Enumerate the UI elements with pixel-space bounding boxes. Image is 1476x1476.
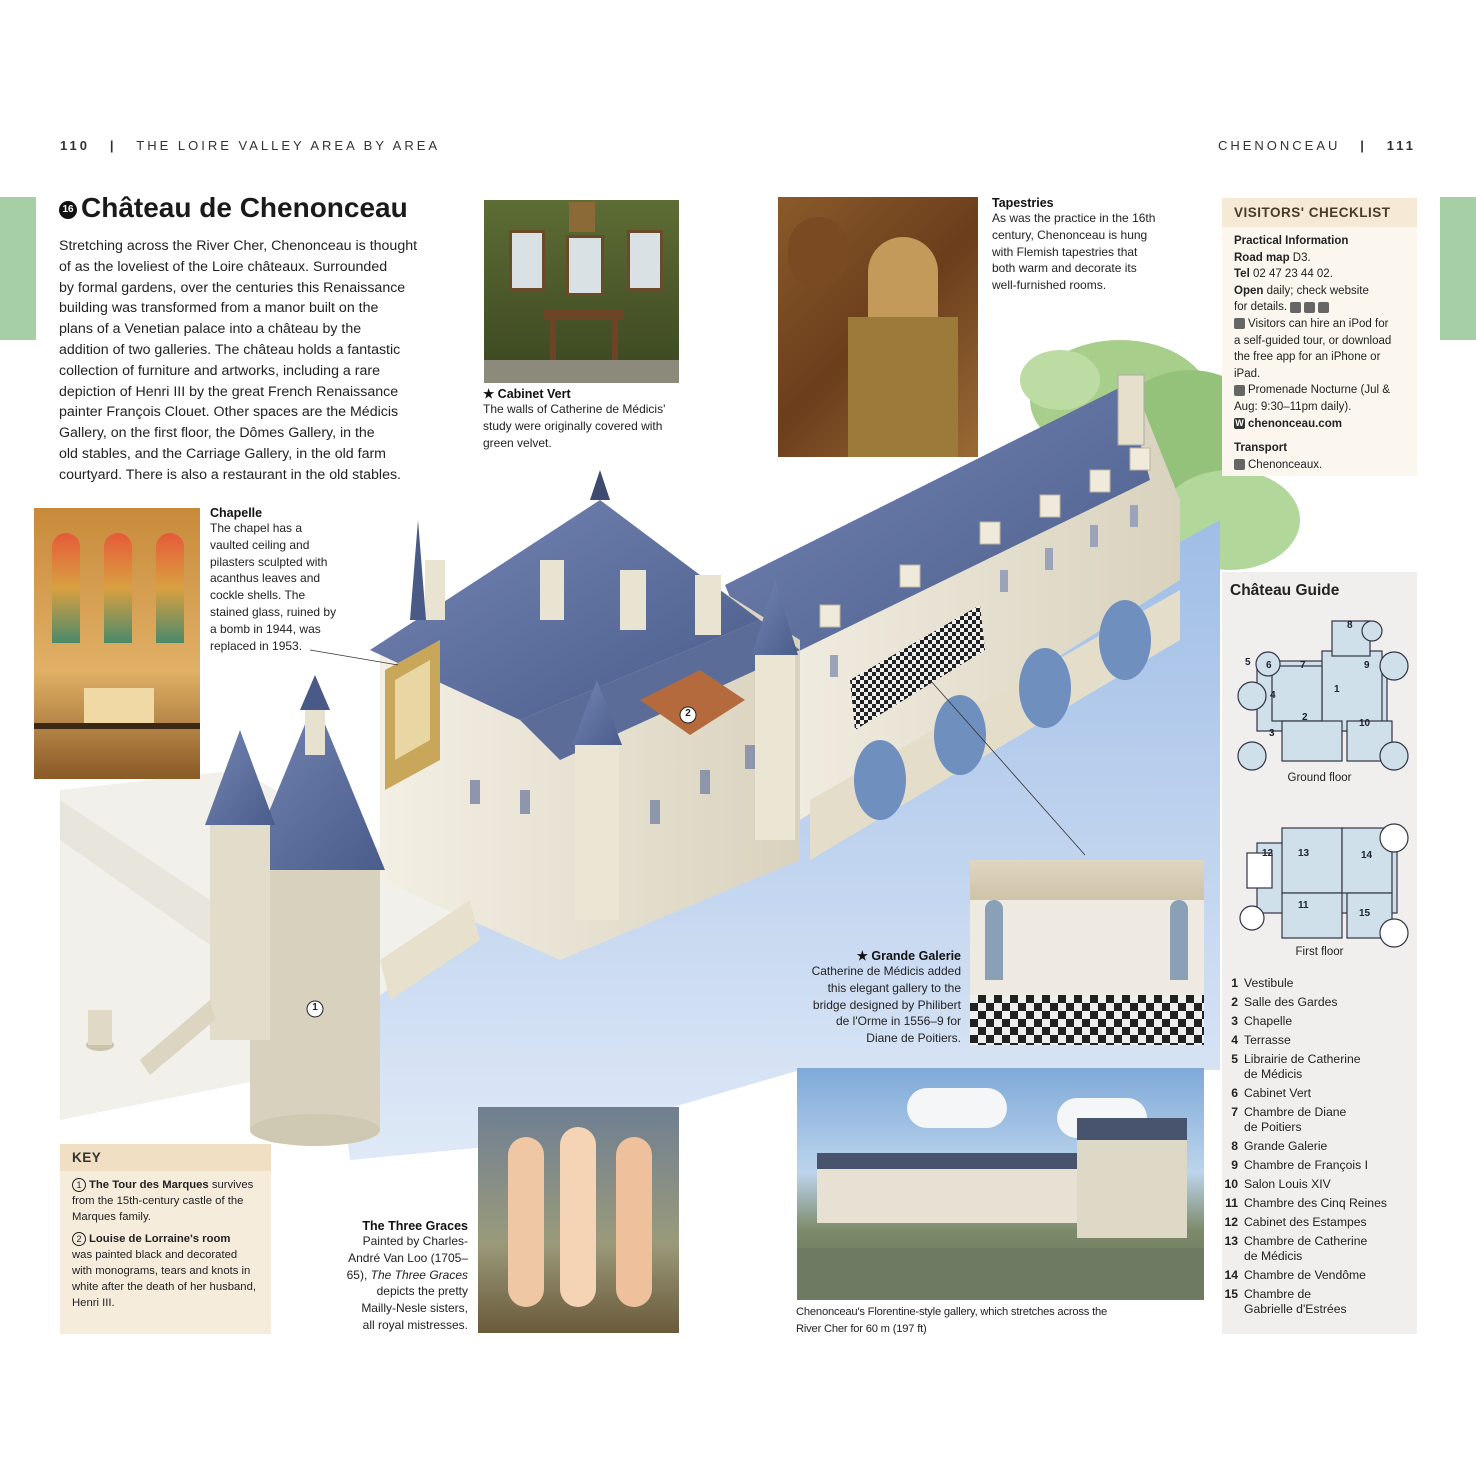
- first-floor-label: First floor: [1295, 946, 1344, 958]
- chapelle-caption-body: [210, 520, 370, 654]
- practical-info-heading: Practical Information: [1234, 235, 1349, 247]
- floor-plan-room-number: 8: [1347, 620, 1353, 631]
- intro-line: collection of furniture and artworks, including a rare: [59, 362, 380, 379]
- cabinet-vert-caption-line: The walls of Catherine de Médicis': [483, 402, 666, 416]
- left-page-number: 110: [60, 138, 90, 153]
- floor-plan-room-number: 1: [1334, 684, 1340, 695]
- cabinet-vert-caption-title: ★ Cabinet Vert: [483, 387, 571, 401]
- room-name: Cabinet Vert: [1244, 1086, 1312, 1100]
- grande-galerie-caption-title: ★ Grande Galerie: [856, 949, 961, 963]
- exterior-photo-caption: [796, 1304, 1216, 1337]
- room-name: Vestibule: [1244, 976, 1294, 990]
- grande-galerie-caption-body: [790, 963, 961, 1047]
- facility-icon: [1290, 302, 1301, 313]
- intro-line: plans of a Venetian palace into a château by the: [59, 321, 362, 338]
- tapestry-photo: [778, 197, 978, 457]
- room-number: 3: [1231, 1014, 1238, 1028]
- room-number: 2: [1231, 995, 1238, 1009]
- floor-plan-room-number: 2: [1302, 712, 1308, 723]
- key-item-text: from the 15th-century castle of the: [72, 1195, 244, 1207]
- three-graces-caption: [330, 1219, 468, 1334]
- floor-plan-room-number: 4: [1270, 690, 1276, 701]
- room-number: 5: [1231, 1052, 1238, 1066]
- intro-line: of as the loveliest of the Loire châteaux. Surrounded: [59, 258, 388, 275]
- room-list-item: [1222, 1234, 1409, 1264]
- room-number: 14: [1224, 1268, 1238, 1282]
- ground-floor-label: Ground floor: [1287, 772, 1352, 784]
- cabinet-vert-caption-body: [483, 401, 683, 451]
- three-graces-painting: [478, 1107, 679, 1333]
- room-list-item: [1222, 1196, 1409, 1211]
- grande-galerie-caption-line: Catherine de Médicis added: [811, 964, 961, 978]
- promenade-info-line: Promenade Nocturne (Jul &: [1234, 382, 1405, 399]
- transport-value: Chenonceaux.: [1248, 458, 1323, 471]
- right-section-title: CHENONCEAU: [1217, 138, 1341, 153]
- room-name: Chambre des Cinq Reines: [1244, 1196, 1387, 1210]
- floor-plan-room-number: 3: [1269, 728, 1275, 739]
- grande-galerie-photo: [970, 860, 1204, 1045]
- intro-line: painter François Clouet. Other spaces are the Médicis: [59, 404, 399, 421]
- tapestries-caption-line: century, Chenonceau is hung: [992, 227, 1148, 242]
- well: [86, 1010, 114, 1051]
- floor-plan-room-number: 12: [1262, 848, 1274, 859]
- tapestries-caption: [992, 196, 1192, 294]
- room-list: [1222, 958, 1417, 1317]
- room-list-item: [1222, 1158, 1409, 1173]
- intro-line: by formal gardens, over the centuries this Renaissance: [59, 279, 406, 296]
- three-graces-caption-title: The Three Graces: [362, 1219, 468, 1233]
- key-item-title: Louise de Lorraine's room: [89, 1233, 231, 1245]
- key-heading: KEY: [60, 1144, 271, 1171]
- room-number: 13: [1224, 1234, 1238, 1248]
- floor-plan-room-number: 10: [1359, 718, 1371, 729]
- intro-line: addition of two galleries. The château holds a fantastic: [59, 341, 401, 358]
- intro-line: depiction of Henri III by the great French Renaissance: [59, 383, 399, 400]
- room-list-item: [1222, 995, 1409, 1010]
- website-icon: W: [1235, 418, 1244, 428]
- room-list-item: [1222, 1033, 1409, 1048]
- ground-floor-plan: [1222, 606, 1417, 776]
- wheelchair-icon: [1304, 302, 1315, 313]
- ipod-info: [1234, 316, 1405, 382]
- room-list-item: [1222, 1268, 1409, 1283]
- cabinet-vert-caption-line: study were originally covered with: [483, 418, 663, 433]
- floor-plan-room-number: 15: [1359, 908, 1371, 919]
- cabinet-vert-caption-line: green velvet.: [483, 435, 552, 450]
- room-name: Chambre de Diane de Poitiers: [1244, 1105, 1347, 1134]
- key-box: [60, 1144, 271, 1334]
- room-name: Chambre de Gabrielle d'Estrées: [1244, 1287, 1347, 1316]
- chateau-guide: [1222, 572, 1417, 1334]
- marker-1-label: 1: [312, 1002, 318, 1013]
- intro-line: old stables, and the Carriage Gallery, in the old farm: [59, 445, 387, 462]
- room-name: Terrasse: [1244, 1033, 1291, 1047]
- key-item: 1 The Tour des Marques survives from the 15th-century castle of the Marques family.: [72, 1177, 259, 1225]
- key-item: [72, 1231, 259, 1311]
- floor-plan-room-number: 9: [1364, 660, 1370, 671]
- room-list-item: [1222, 1014, 1409, 1029]
- left-section-title: THE LOIRE VALLEY AREA BY AREA: [136, 138, 441, 153]
- intro-line: courtyard. There is also a restaurant in the old stables.: [59, 466, 401, 483]
- grande-galerie-caption-line: Diane de Poitiers.: [866, 1031, 961, 1046]
- grande-galerie-caption-line: bridge designed by Philibert: [812, 997, 961, 1012]
- intro-line: Gallery, on the first floor, the Dômes Gallery, in the: [59, 425, 375, 442]
- tapestries-caption-body: [992, 210, 1192, 294]
- key-item-text: with monograms, tears and knots in: [72, 1265, 251, 1277]
- restaurant-icon: [1318, 302, 1329, 313]
- chapelle-photo: [34, 508, 200, 779]
- cabinet-vert-caption: [483, 386, 683, 451]
- floor-plan-room-number: 5: [1245, 657, 1251, 668]
- ipod-info-line: a self-guided tour, or download: [1234, 334, 1392, 347]
- room-number: 6: [1231, 1086, 1238, 1100]
- tapestries-caption-title: Tapestries: [992, 196, 1054, 210]
- chapelle-caption-line: vaulted ceiling and: [210, 537, 310, 552]
- chapelle-caption-line: acanthus leaves and: [210, 571, 321, 586]
- room-number: 11: [1225, 1196, 1238, 1210]
- room-list-item: [1222, 1287, 1409, 1317]
- guide-title: Château Guide: [1230, 582, 1340, 599]
- key-item-text: Henri III.: [72, 1297, 115, 1309]
- intro-line: Stretching across the River Cher, Chenonceau is thought: [59, 238, 418, 254]
- ipod-info-line: the free app for an iPhone or iPad.: [1234, 351, 1381, 380]
- exterior-caption-line1: Chenonceau's Florentine-style gallery, which stretches across the: [796, 1306, 1108, 1318]
- key-item-text: Marques family.: [72, 1211, 151, 1223]
- marker-2-label: 2: [685, 708, 691, 719]
- room-number: 7: [1231, 1105, 1238, 1119]
- tapestries-caption-line: As was the practice in the 16th: [992, 211, 1156, 225]
- chenonceau-exterior-photo: [797, 1068, 1204, 1300]
- three-graces-caption-body: Painted by Charles- André Van Loo (1705– 65), The Three Graces depicts the pretty Mailly-Nesle sisters, all royal mistresses.: [346, 1234, 468, 1332]
- room-name: Salon Louis XIV: [1244, 1177, 1331, 1191]
- floor-plan-room-number: 6: [1266, 660, 1272, 671]
- room-number: 4: [1231, 1033, 1238, 1047]
- room-name: Grande Galerie: [1244, 1139, 1328, 1153]
- telephone-value: 02 47 23 44 02.: [1249, 268, 1333, 281]
- website-link[interactable]: chenonceau.com: [1248, 417, 1342, 430]
- cabinet-vert-photo: [484, 200, 679, 383]
- exterior-caption-line2: River Cher for 60 m (197 ft): [796, 1322, 927, 1335]
- bus-icon: [1234, 459, 1245, 470]
- chapelle-caption-line: replaced in 1953.: [210, 638, 303, 653]
- road-map-value: D3.: [1289, 251, 1311, 264]
- audio-guide-icon: [1234, 318, 1245, 329]
- room-name: Chapelle: [1244, 1014, 1293, 1028]
- first-floor-plan: [1222, 798, 1417, 948]
- key-item-number: 1: [72, 1178, 86, 1192]
- room-number: 15: [1224, 1287, 1238, 1301]
- ipod-info-line: Visitors can hire an iPod for: [1234, 316, 1405, 333]
- room-name: Librairie de Catherine de Médicis: [1244, 1052, 1361, 1081]
- visitors-checklist: VISITORS' CHECKLIST Practical Information Road map D3. Tel 02 47 23 44 02. Open daily; check website for details. Visitors can hire an iPod for a self-guided tour, or download the free app for an iPhone or iPad. Promenade Nocturne (Jul & Aug: 9:30–11pm daily). W chenonceau.com Transport Chenonceaux.: [1222, 198, 1417, 476]
- grande-galerie-caption-line: de l'Orme in 1556–9 for: [835, 1014, 961, 1029]
- room-number: 10: [1224, 1177, 1238, 1191]
- room-list-item: [1222, 1215, 1409, 1230]
- left-running-header: 110 | THE LOIRE VALLEY AREA BY AREA: [60, 138, 441, 153]
- key-item-text: was painted black and decorated: [72, 1249, 238, 1261]
- room-number: 12: [1224, 1215, 1238, 1229]
- room-number: 9: [1231, 1158, 1238, 1172]
- promenade-info: [1234, 382, 1405, 415]
- intro-line: building was transformed from a manor built on the: [59, 300, 379, 317]
- chapelle-caption-line: pilasters sculpted with: [210, 554, 328, 569]
- room-list-item: [1222, 1105, 1409, 1135]
- floor-plan-room-number: 13: [1298, 848, 1310, 859]
- chapelle-caption: [210, 506, 370, 654]
- key-item-title: The Tour des Marques: [89, 1179, 209, 1191]
- room-list-item: [1222, 1052, 1409, 1082]
- checklist-heading: VISITORS' CHECKLIST: [1222, 198, 1417, 227]
- chapelle-caption-title: Chapelle: [210, 506, 263, 520]
- room-list-item: [1222, 1086, 1409, 1101]
- article-title-text: Château de Chenonceau: [81, 192, 408, 223]
- room-name: Salle des Gardes: [1244, 995, 1338, 1009]
- chapelle-caption-line: The chapel has a: [210, 521, 303, 535]
- grande-galerie-caption-line: this elegant gallery to the: [827, 980, 961, 995]
- room-name: Cabinet des Estampes: [1244, 1215, 1367, 1229]
- key-item-number: 2: [72, 1232, 86, 1246]
- tapestries-caption-line: well-furnished rooms.: [992, 278, 1107, 293]
- room-name: Chambre de Vendôme: [1244, 1268, 1366, 1282]
- floor-plan-room-number: 7: [1300, 660, 1306, 671]
- room-list-item: [1222, 1139, 1409, 1154]
- room-name: Chambre de François I: [1244, 1158, 1368, 1172]
- right-page-number: 111: [1386, 138, 1416, 153]
- key-item-text: white after the death of her husband,: [72, 1281, 257, 1293]
- tapestries-caption-line: with Flemish tapestries that: [992, 244, 1138, 259]
- event-icon: [1234, 385, 1245, 396]
- right-running-header: CHENONCEAU | 111: [1217, 138, 1416, 153]
- chapelle-caption-line: stained glass, ruined by: [210, 604, 337, 619]
- opening-value: daily; check website: [1263, 284, 1369, 297]
- room-number: 8: [1231, 1139, 1238, 1153]
- room-name: Chambre de Catherine de Médicis: [1244, 1234, 1368, 1263]
- room-list-item: [1222, 1177, 1409, 1192]
- promenade-info-line: Aug: 9:30–11pm daily).: [1234, 400, 1352, 413]
- room-number: 1: [1231, 976, 1238, 990]
- transport-heading: Transport: [1234, 442, 1288, 455]
- room-list-item: [1222, 976, 1409, 991]
- chapelle-caption-line: a bomb in 1944, was: [210, 621, 321, 636]
- floor-plan-room-number: 11: [1298, 900, 1309, 911]
- chapelle-caption-line: cockle shells. The: [210, 588, 306, 603]
- main-chateau-building: [370, 470, 800, 960]
- floor-plan-room-number: 14: [1361, 850, 1373, 861]
- grande-galerie-caption: [790, 948, 961, 1047]
- tapestries-caption-line: both warm and decorate its: [992, 261, 1137, 276]
- key-items: [60, 1171, 271, 1323]
- article-number-badge: 16: [59, 201, 77, 219]
